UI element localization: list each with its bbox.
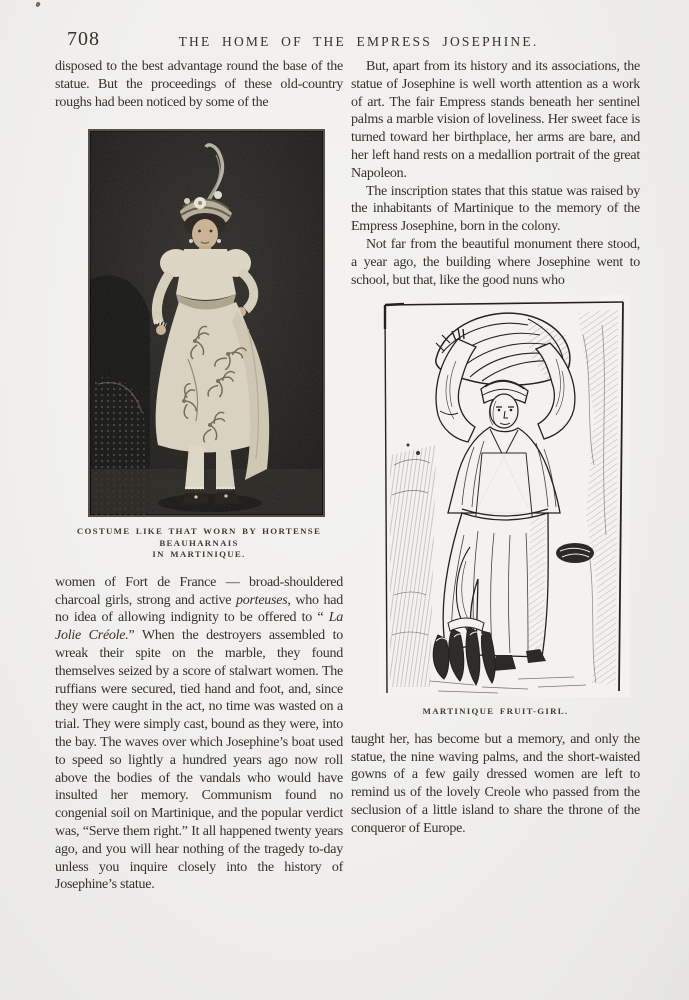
left-paragraph-1: disposed to the best advantage round the base of the statue. But the proceedings of these old-country roughs had been noticed by some of the (55, 59, 343, 110)
engraving-caption: MARTINIQUE FRUIT-GIRL. (422, 706, 569, 717)
right-column (351, 58, 640, 838)
photo-caption-line-2: IN MARTINIQUE. (152, 549, 246, 560)
costume-photo-image (88, 129, 325, 517)
right-paragraph-2: The inscription states that this statue was raised by the inhabitants of Martinique to the memory of the Empress Josephine, born in the colony. (351, 183, 640, 235)
right-paragraph-4: taught her, has become but a memory, and only the statue, the nine waving palms, and the short-waisted gowns of a few gaily dressed women are left to remind us of the lovely Creole who passed from the seclusion of a little island to share the throne of the conqueror of Europe. (351, 731, 640, 836)
right-paragraph-3: Not far from the beautiful monument there stood, a year ago, the building where Josephine went to school, but that, like the good nuns who (351, 236, 640, 288)
photo-caption-line-1: COSTUME LIKE THAT WORN BY HORTENSE BEAUHARNAIS (76, 526, 322, 548)
fruit-girl-engraving-image (378, 295, 630, 697)
photo-caption (55, 526, 343, 561)
costume-photo (88, 129, 343, 517)
left-column (55, 58, 343, 894)
page-number: 708 (67, 28, 100, 50)
right-paragraph-1: But, apart from its history and its associations, the statue of Josephine is well worth attention as a work of art. The fair Empress stands beneath her sentinel palms a marble vision of loveliness. Her sweet face is turned toward her birthplace, her arms are bare, and her left hand rests on a medallion portrait of the great Napoleon. (351, 59, 640, 181)
scan-speck (35, 1, 40, 7)
fruit-girl-engraving (378, 295, 640, 697)
running-title: THE HOME OF THE EMPRESS JOSEPHINE. (178, 34, 539, 49)
left-paragraph-2: women of Fort de France — broad-shouldered charcoal girls, strong and active porteuses, who had no idea of allowing indignity to be offered to “ La Jolie Créole.” When the destroyers assembled to wreak their spite on the marble, they found themselves seized by a score of stalwart women. The ruffians were secured, tied hand and foot, and, since they were caught in the act, no time was wasted on a trial. They were simply cast, bound as they were, into the bay. The waves over which Josephine’s boat used to speed so lightly a hundred years ago now roll above the bodies of the vandals who would have insulted her memory. Communism found no congenial soil on Martinique, and the popular verdict was, “Serve them right.” It all happened twenty years ago, and you will hear nothing of the tragedy to-day unless you inquire closely into the history of Josephine’s statue. (55, 574, 343, 893)
